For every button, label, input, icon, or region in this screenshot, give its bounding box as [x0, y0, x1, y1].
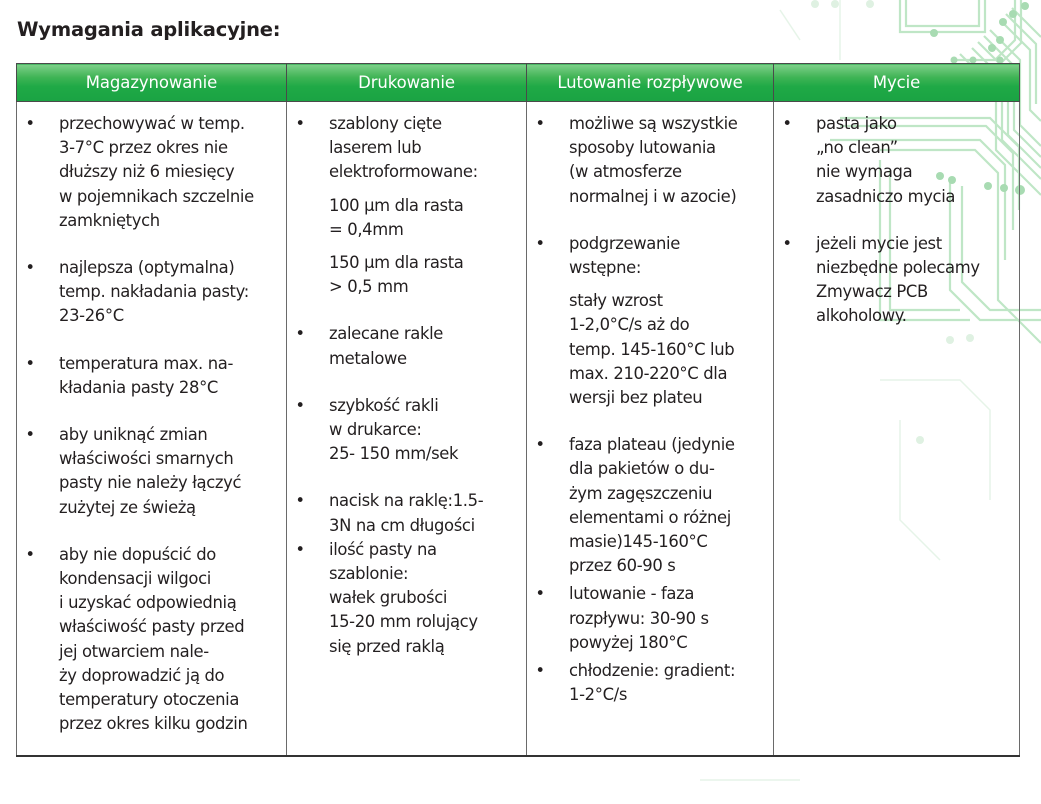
item-text-line: niezbędne polecamy: [816, 258, 980, 278]
item-subtext-line: 100 µm dla rasta: [329, 195, 464, 215]
item-text-line: alkoholowy.: [816, 306, 907, 326]
item-text-line: aby nie dopuścić do: [59, 544, 216, 564]
item-subtext-line: stały wzrost: [569, 291, 663, 311]
item-subtext-line: temp. 145-160°C lub: [569, 339, 735, 359]
item-subtext-line: = 0,4mm: [329, 219, 404, 239]
list-item: [527, 232, 773, 410]
item-text-line: ilość pasty na: [329, 539, 437, 559]
item-text-line: szablonie:: [329, 564, 409, 584]
item-text-line: 1-2°C/s: [569, 685, 628, 705]
item-text-line: temp. nakładania pasty:: [59, 282, 249, 302]
item-text-line: lutowanie - faza: [569, 584, 695, 604]
bullet-icon: •: [782, 114, 792, 133]
storage-cell: [17, 102, 287, 757]
list-item: [527, 582, 773, 655]
page-title: Wymagania aplikacyjne:: [17, 18, 281, 41]
item-text-line: temperatury otoczenia: [59, 690, 240, 710]
item-text-line: pasty nie należy łączyć: [59, 473, 242, 493]
item-text-line: zasadniczo mycia: [816, 186, 956, 206]
item-subgroup: [569, 289, 771, 410]
item-subtext-line: 1-2,0°C/s aż do: [569, 315, 690, 335]
item-text-line: 25- 150 mm/sek: [329, 444, 459, 464]
item-text-line: chłodzenie: gradient:: [569, 661, 736, 681]
item-subtext-line: max. 210-220°C dla: [569, 363, 728, 383]
item-text-line: podgrzewanie: [569, 233, 680, 253]
item-text-line: przez okres kilku godzin: [59, 714, 248, 734]
list-item: [287, 538, 526, 659]
item-text-line: 15-20 mm rolujący: [329, 612, 478, 632]
item-text-line: (w atmosferze: [569, 162, 682, 182]
item-text-line: najlepsza (optymalna): [59, 258, 235, 278]
item-text-line: wstępne:: [569, 258, 642, 278]
bullet-icon: •: [25, 544, 35, 564]
item-text-line: elementami o różnej: [569, 507, 731, 527]
item-text-line: kładania pasty 28°C: [59, 377, 219, 397]
item-text-line: dla pakietów o du-: [569, 459, 715, 479]
item-text-line: zalecane rakle: [329, 324, 444, 344]
bullet-icon: •: [295, 114, 305, 133]
item-text-line: metalowe: [329, 348, 407, 368]
bullet-icon: •: [782, 233, 792, 253]
column-header-storage: Magazynowanie: [17, 64, 287, 102]
item-text-line: kondensacji wilgoci: [59, 569, 211, 589]
item-text-line: możliwe są wszystkie: [569, 114, 738, 133]
list-item: [527, 433, 773, 578]
bullet-icon: •: [535, 661, 545, 681]
header-row: [17, 64, 1020, 102]
item-subtext-line: > 0,5 mm: [329, 277, 409, 297]
item-text-line: dłuższy niż 6 miesięcy: [59, 162, 235, 182]
item-subtext-line: 150 µm dla rasta: [329, 253, 464, 273]
item-text-line: szybkość rakli: [329, 395, 439, 415]
list-item: [287, 394, 526, 467]
list-item: [774, 112, 1019, 209]
item-text-line: 3-7°C przez okres nie: [59, 138, 228, 158]
item-text-line: i uzyskać odpowiednią: [59, 593, 237, 613]
bullet-icon: •: [295, 539, 305, 559]
item-text-line: w drukarce:: [329, 420, 422, 440]
item-subgroup: [329, 251, 524, 299]
list-item: [17, 543, 286, 737]
column-header-reflow-soldering: Lutowanie rozpływowe: [527, 64, 774, 102]
item-text-line: właściwość pasty przed: [59, 617, 245, 637]
item-text-line: żym zagęszczeniu: [569, 483, 713, 503]
item-text-line: powyżej 180°C: [569, 632, 688, 652]
item-text-line: elektroformowane:: [329, 162, 478, 182]
item-subtext-line: wersji bez plateu: [569, 388, 703, 408]
item-text-line: normalnej i w azocie): [569, 186, 737, 206]
list-item: [527, 112, 773, 209]
list-item: [287, 112, 526, 299]
list-item: [287, 489, 526, 537]
item-text-line: nacisk na raklę:1.5-: [329, 491, 484, 511]
bullet-icon: •: [25, 425, 35, 445]
item-text-line: w pojemnikach szczelnie: [59, 186, 254, 206]
list-item: [17, 112, 286, 233]
list-item: [17, 256, 286, 329]
item-text-line: jeżeli mycie jest: [816, 233, 942, 253]
item-text-line: aby uniknąć zmian: [59, 425, 208, 445]
item-text-line: 3N na cm długości: [329, 515, 475, 535]
item-text-line: 23-26°C: [59, 306, 124, 326]
bullet-icon: •: [535, 233, 545, 253]
item-text-line: laserem lub: [329, 138, 422, 158]
cleaning-cell: [774, 102, 1020, 757]
bullet-icon: •: [295, 395, 305, 415]
application-requirements-table: [16, 63, 1020, 757]
item-subgroup: [329, 194, 524, 242]
item-text-line: faza plateau (jedynie: [569, 435, 735, 455]
bullet-icon: •: [535, 584, 545, 604]
list-item: [17, 423, 286, 520]
bullet-icon: •: [25, 353, 35, 373]
item-text-line: pasta jako: [816, 114, 897, 133]
bullet-icon: •: [25, 114, 35, 133]
bullet-icon: •: [535, 435, 545, 455]
item-text-line: przez 60-90 s: [569, 556, 676, 576]
item-text-line: zamkniętych: [59, 210, 160, 230]
list-item: [774, 232, 1019, 329]
item-text-line: szablony cięte: [329, 114, 442, 133]
item-text-line: „no clean”: [816, 138, 898, 158]
bullet-icon: •: [295, 324, 305, 344]
item-text-line: ży doprowadzić ją do: [59, 665, 225, 685]
item-text-line: zużytej ze świeżą: [59, 497, 196, 517]
item-text-line: rozpływu: 30-90 s: [569, 608, 709, 628]
list-item: [527, 659, 773, 707]
column-header-printing: Drukowanie: [287, 64, 527, 102]
item-text-line: właściwości smarnych: [59, 449, 234, 469]
bullet-icon: •: [295, 491, 305, 511]
printing-cell: [287, 102, 527, 757]
list-item: [287, 322, 526, 370]
item-text-line: wałek grubości: [329, 588, 448, 608]
item-text-line: przechowywać w temp.: [59, 114, 245, 133]
column-header-cleaning: Mycie: [774, 64, 1020, 102]
item-text-line: nie wymaga: [816, 162, 913, 182]
item-text-line: jej otwarciem nale-: [59, 641, 209, 661]
item-text-line: Zmywacz PCB: [816, 282, 928, 302]
item-text-line: temperatura max. na-: [59, 353, 234, 373]
reflow-soldering-cell: [527, 102, 774, 757]
bullet-icon: •: [535, 114, 545, 133]
content-row: [17, 102, 1020, 757]
bullet-icon: •: [25, 258, 35, 278]
item-text-line: masie)145-160°C: [569, 532, 708, 552]
item-text-line: sposoby lutowania: [569, 138, 716, 158]
item-text-line: się przed raklą: [329, 636, 445, 656]
list-item: [17, 352, 286, 400]
